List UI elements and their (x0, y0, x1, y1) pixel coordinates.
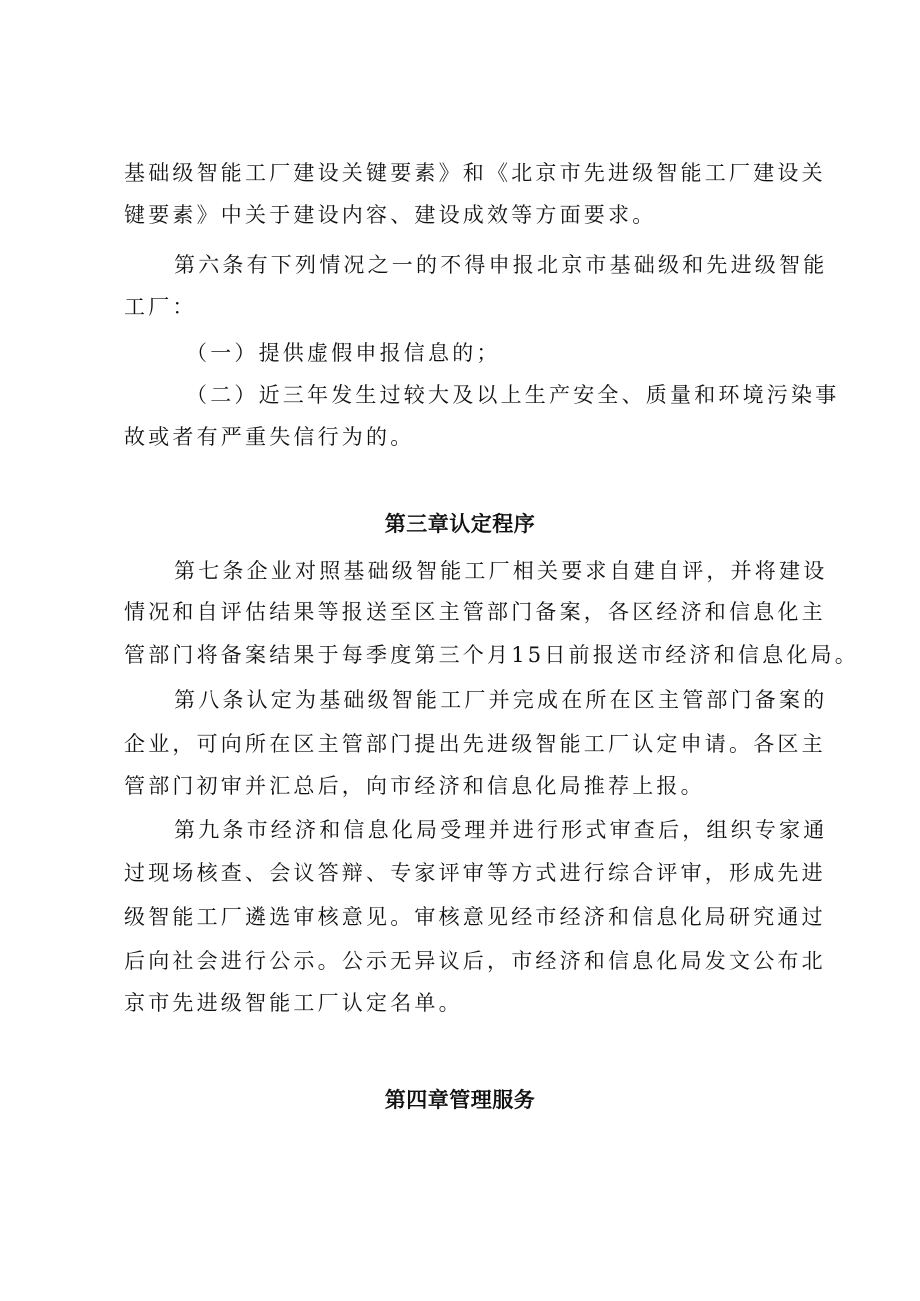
article-6-line: 工厂： (124, 295, 197, 319)
chapter-3-title: 第三章认定程序 (384, 512, 536, 536)
article-7-line: 情况和自评估结果等报送至区主管部门备案，各区经济和信息化主 (124, 600, 826, 624)
article-6-item-1: （一）提供虚假申报信息的； (186, 341, 501, 365)
article-7-line: 管部门将备案结果于每季度第三个月15日前报送市经济和信息化局。 (124, 643, 859, 667)
article-9-line: 过现场核查、会议答辩、专家评审等方式进行综合评审，形成先进 (124, 861, 826, 885)
article-8-line: 企业，可向所在区主管部门提出先进级智能工厂认定申请。各区主 (124, 732, 826, 756)
article-9-line: 级智能工厂遴选审核意见。审核意见经市经济和信息化局研究通过 (124, 905, 826, 929)
article-8-line: 管部门初审并汇总后，向市经济和信息化局推荐上报。 (124, 774, 705, 798)
article-9-line: 后向社会进行公示。公示无异议后，市经济和信息化局发文公布北 (124, 949, 826, 973)
chapter-4-title: 第四章管理服务 (384, 1088, 536, 1112)
paragraph-line: 基础级智能工厂建设关键要素》和《北京市先进级智能工厂建设关 (124, 161, 826, 185)
article-6-item-2-cont: 故或者有严重失信行为的。 (124, 425, 415, 449)
article-9-line: 第九条市经济和信息化局受理并进行形式审查后，组织专家通 (174, 818, 828, 842)
article-8-line: 第八条认定为基础级智能工厂并完成在所在区主管部门备案的 (174, 688, 828, 712)
article-9-line: 京市先进级智能工厂认定名单。 (124, 991, 463, 1015)
article-6-line: 第六条有下列情况之一的不得申报北京市基础级和先进级智能 (174, 253, 828, 277)
article-6-item-2: （二）近三年发生过较大及以上生产安全、质量和环境污染事 (186, 383, 840, 407)
paragraph-line: 键要素》中关于建设内容、建设成效等方面要求。 (124, 203, 657, 227)
article-7-line: 第七条企业对照基础级智能工厂相关要求自建自评，并将建设 (174, 559, 828, 583)
